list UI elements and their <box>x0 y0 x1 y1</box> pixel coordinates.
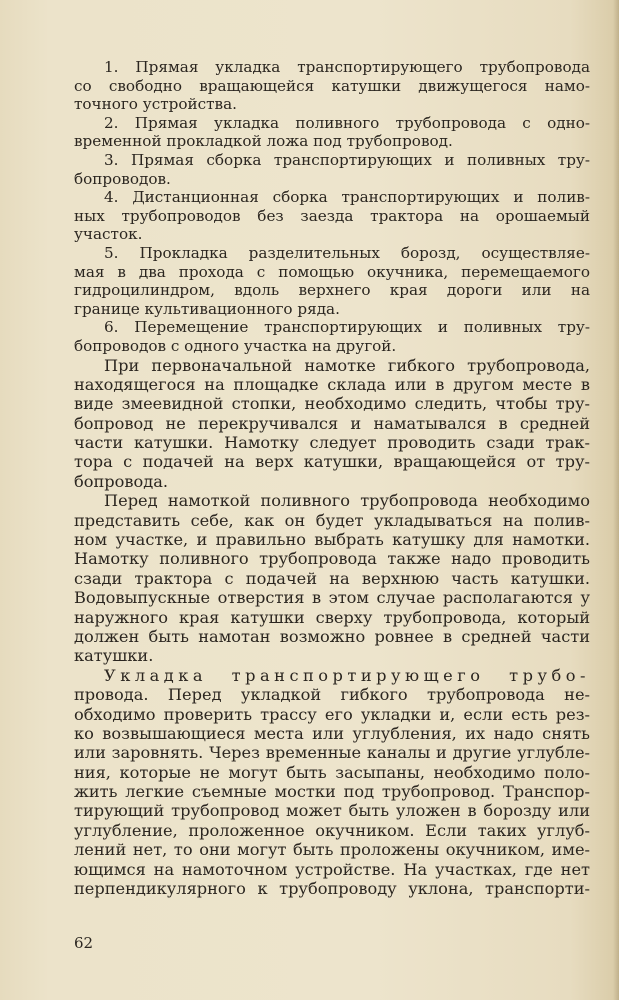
text-line: перпендикулярного к трубопроводу уклона, транспорти- <box>74 879 590 899</box>
text-line: должен быть намотан возможно ровнее в средней части <box>74 626 590 646</box>
text-line: 2. Прямая укладка поливного трубопровода с одно- <box>104 113 590 132</box>
text-line: представить себе, как он будет укладываться на полив- <box>74 510 590 530</box>
text-line: гидроцилиндром, вдоль верхнего края дороги или на <box>74 281 590 300</box>
text-line: катушки. <box>74 646 154 666</box>
text-line: бопроводов. <box>74 169 171 188</box>
paragraph-list-item-6 <box>74 318 590 355</box>
text-line: Намотку поливного трубопровода также надо проводить <box>74 549 590 569</box>
text-line: сзади трактора с подачей на верхнюю часть катушки. <box>74 568 590 588</box>
text-line: Водовыпускные отверстия в этом случае располагаются у <box>74 588 590 608</box>
text-line: лений нет, то они могут быть проложены окучником, име- <box>74 840 590 860</box>
text-line: ния, которые не могут быть засыпаны, необходимо поло- <box>74 762 590 782</box>
text-line: бопровода. <box>74 471 169 491</box>
paragraph-transport-pipe-laying <box>74 666 590 899</box>
text-line: участок. <box>74 225 143 244</box>
paragraph-list-item-4 <box>74 188 590 244</box>
page-edge-shadow <box>613 0 619 1000</box>
text-line: 5. Прокладка разделительных борозд, осуществляе- <box>104 243 590 262</box>
paragraph-list-item-5 <box>74 244 590 318</box>
text-line: 6. Перемещение транспортирующих и поливных тру- <box>104 318 590 337</box>
text-line: 3. Прямая сборка транспортирующих и поливных тру- <box>104 150 590 169</box>
text-line: мая в два прохода с помощью окучника, перемещаемого <box>74 262 590 281</box>
text-line: При первоначальной намотке гибкого трубопровода, <box>104 355 590 375</box>
text-line: точного устройства. <box>74 95 237 114</box>
text-line: ных трубопроводов без заезда трактора на орошаемый <box>74 206 590 225</box>
text-line: виде змеевидной стопки, необходимо следить, чтобы тру- <box>74 394 590 414</box>
text-line: 1. Прямая укладка транспортирующего трубопровода <box>104 58 590 76</box>
text-line: обходимо проверить трассу его укладки и, если есть рез- <box>74 704 590 724</box>
text-line: или заровнять. Через временные каналы и другие углубле- <box>74 743 590 763</box>
paragraph-list-item-1 <box>74 58 590 114</box>
paragraph-list-item-2 <box>74 114 590 151</box>
text-line: бопровод не перекручивался и наматывался в средней <box>74 413 590 433</box>
paragraph-initial-winding <box>74 356 590 492</box>
page-number: 62 <box>74 934 94 952</box>
text-line: находящегося на площадке склада или в другом месте в <box>74 374 590 394</box>
text-line: тирующий трубопровод может быть уложен в борозду или <box>74 801 590 821</box>
text-line: ко возвышающиеся места или углубления, их надо снять <box>74 723 590 743</box>
paragraph-irrigation-winding <box>74 491 590 666</box>
text-line: временной прокладкой ложа под трубопровод. <box>74 132 453 151</box>
text-line: Перед намоткой поливного трубопровода необходимо <box>104 491 590 511</box>
section-heading-line: Укладка транспортирующего трубо- <box>104 665 590 685</box>
text-line: части катушки. Намотку следует проводить сзади трак- <box>74 433 590 453</box>
text-line: со свободно вращающейся катушки движущегося намо- <box>74 76 590 95</box>
page-text <box>74 58 590 898</box>
text-line: границе культивационного ряда. <box>74 299 340 318</box>
text-line: углубление, проложенное окучником. Если таких углуб- <box>74 820 590 840</box>
text-line: бопроводов с одного участка на другой. <box>74 336 397 355</box>
paragraph-list-item-3 <box>74 151 590 188</box>
text-line: провода. Перед укладкой гибкого трубопровода не- <box>74 685 590 705</box>
text-line: наружного края катушки сверху трубопровода, который <box>74 607 590 627</box>
text-line: 4. Дистанционная сборка транспортирующих и полив- <box>104 188 590 207</box>
text-line: жить легкие съемные мостки под трубопровод. Транспор- <box>74 782 590 802</box>
text-line: ющимся на намоточном устройстве. На участках, где нет <box>74 859 590 879</box>
text-line: ном участке, и правильно выбрать катушку для намотки. <box>74 530 590 550</box>
text-line: тора с подачей на верх катушки, вращающейся от тру- <box>74 452 590 472</box>
